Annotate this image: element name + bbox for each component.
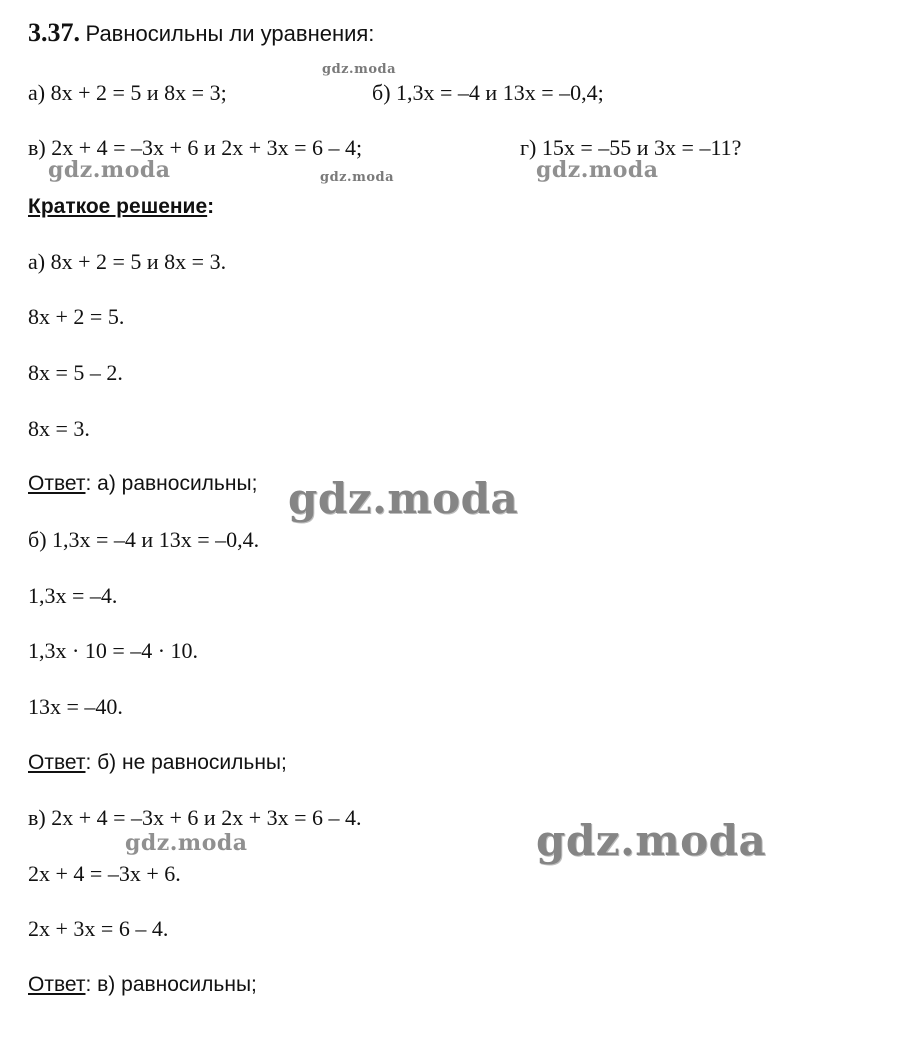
problem-item-v: в) 2x + 4 = –3x + 6 и 2x + 3x = 6 – 4; xyxy=(28,135,363,160)
answer-label: Ответ xyxy=(28,973,86,996)
problem-item-a: а) 8x + 2 = 5 и 8x = 3; xyxy=(28,80,227,105)
problem-header xyxy=(28,20,374,47)
solution-a-title: а) 8x + 2 = 5 и 8x = 3. xyxy=(28,249,227,274)
solution-a-step-1: 8x + 2 = 5. xyxy=(28,304,125,329)
solution-b-title: б) 1,3x = –4 и 13x = –0,4. xyxy=(28,527,260,552)
solution-b-step-1: 1,3x = –4. xyxy=(28,583,118,608)
solution-b-step-2: 1,3x · 10 = –4 · 10. xyxy=(28,638,199,663)
solution-v-step-1: 2x + 4 = –3x + 6. xyxy=(28,861,181,886)
answer-text: : в) равносильны; xyxy=(85,973,257,996)
problem-item-g: г) 15x = –55 и 3x = –11? xyxy=(520,135,742,160)
answer-label: Ответ xyxy=(28,472,86,495)
answer-text: : а) равносильны; xyxy=(85,472,258,495)
solution-v-answer xyxy=(28,972,257,998)
solution-b-step-3: 13x = –40. xyxy=(28,694,123,719)
solution-a-step-2: 8x = 5 – 2. xyxy=(28,360,123,385)
problem-prompt: Равносильны ли уравнения: xyxy=(85,21,375,46)
problem-item-b: б) 1,3x = –4 и 13x = –0,4; xyxy=(372,80,604,105)
solution-a-step-3: 8x = 3. xyxy=(28,416,90,441)
watermark: gdz.moda xyxy=(320,170,395,185)
solution-a-answer xyxy=(28,471,257,497)
answer-text: : б) не равносильны; xyxy=(85,751,287,774)
problem-number: 3.37. xyxy=(28,18,80,47)
solution-heading-text: Краткое решение xyxy=(28,195,208,218)
solution-b-answer xyxy=(28,750,287,776)
watermark: gdz.moda xyxy=(322,62,397,77)
solution-v-title: в) 2x + 4 = –3x + 6 и 2x + 3x = 6 – 4. xyxy=(28,805,362,830)
watermark: gdz.moda xyxy=(536,157,659,183)
watermark: gdz.moda xyxy=(288,474,519,523)
answer-label: Ответ xyxy=(28,751,86,774)
solution-v-step-2: 2x + 3x = 6 – 4. xyxy=(28,916,169,941)
watermark: gdz.moda xyxy=(536,816,767,865)
solution-heading-colon: : xyxy=(207,195,215,218)
watermark: gdz.moda xyxy=(48,157,171,183)
watermark: gdz.moda xyxy=(125,830,248,856)
solution-heading xyxy=(28,194,214,220)
